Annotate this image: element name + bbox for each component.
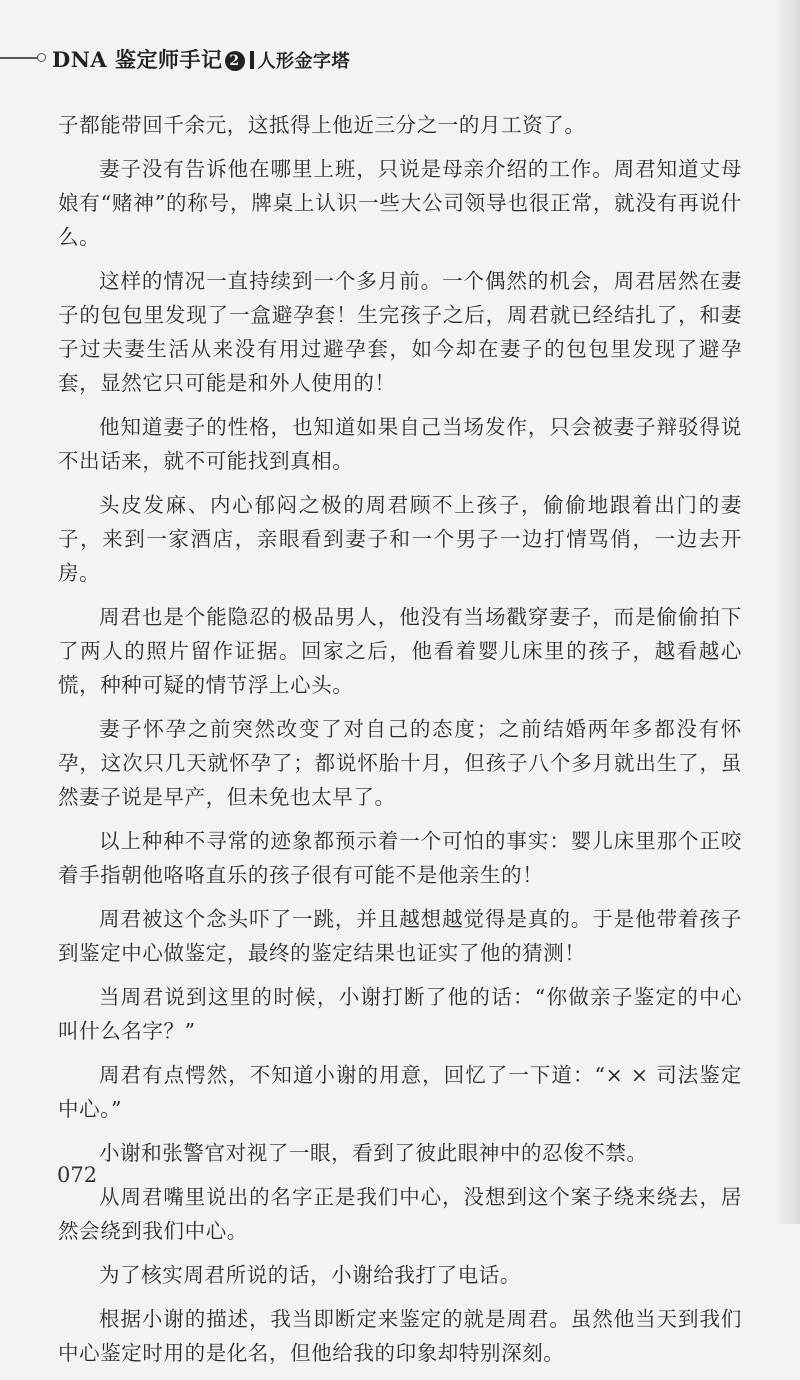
paragraph: 根据小谢的描述，我当即断定来鉴定的就是周君。虽然他当天到我们中心鉴定时用的是化名，但他给我的印象却特别深刻。: [58, 1307, 742, 1365]
running-header: [0, 44, 800, 74]
paragraph: 头皮发麻、内心郁闷之极的周君顾不上孩子，偷偷地跟着出门的妻子，来到一家酒店，亲眼看到妻子和一个男子一边打情骂俏，一边去开房。: [58, 493, 742, 585]
paragraph: 这样的情况一直持续到一个多月前。一个偶然的机会，周君居然在妻子的包包里发现了一盒避孕套！生完孩子之后，周君就已经结扎了，和妻子过夫妻生活从来没有用过避孕套，如今却在妻子的包包里发现了避孕套，显然它只可能是和外人使用的！: [58, 269, 742, 395]
book-title-text: DNA 鉴定师手记: [52, 47, 223, 72]
paragraph: 当周君说到这里的时候，小谢打断了他的话：“你做亲子鉴定的中心叫什么名字？”: [58, 985, 742, 1043]
page-number: 072: [57, 1163, 98, 1187]
header-rule: [0, 57, 38, 59]
book-title: [52, 44, 350, 74]
paragraph: 周君也是个能隐忍的极品男人，他没有当场戳穿妻子，而是偷偷拍下了两人的照片留作证据。回家之后，他看着婴儿床里的孩子，越看越心慌，种种可疑的情节浮上心头。: [58, 605, 742, 697]
paragraph: 妻子怀孕之前突然改变了对自己的态度；之前结婚两年多都没有怀孕，这次只几天就怀孕了；都说怀胎十月，但孩子八个多月就出生了，虽然妻子说是早产，但未免也太早了。: [58, 717, 742, 809]
header-separator: [250, 51, 254, 69]
paragraph: 周君被这个念头吓了一跳，并且越想越觉得是真的。于是他带着孩子到鉴定中心做鉴定，最终的鉴定结果也证实了他的猜测！: [58, 907, 742, 965]
header-circle-ornament: [37, 53, 46, 62]
paragraph: 他知道妻子的性格，也知道如果自己当场发作，只会被妻子辩驳得说不出话来，就不可能找到真相。: [58, 415, 742, 473]
paragraph: 小谢和张警官对视了一眼，看到了彼此眼神中的忍俊不禁。: [99, 1141, 648, 1165]
paragraph: 妻子没有告诉他在哪里上班，只说是母亲介绍的工作。周君知道丈母娘有“赌神”的称号，牌桌上认识一些大公司领导也很正常，就没有再说什么。: [58, 157, 742, 249]
paragraph: 以上种种不寻常的迹象都预示着一个可怕的事实：婴儿床里那个正咬着手指朝他咯咯直乐的孩子很有可能不是他亲生的！: [58, 829, 742, 887]
paragraph: 为了核实周君所说的话，小谢给我打了电话。: [99, 1263, 521, 1287]
body-text: [58, 108, 742, 1380]
volume-badge: 2: [225, 51, 245, 71]
paragraph: 周君有点愕然，不知道小谢的用意，回忆了一下道：“× × 司法鉴定中心。”: [58, 1063, 742, 1121]
book-subtitle: 人形金字塔: [257, 51, 351, 72]
page-edge-shadow: [774, 0, 800, 1224]
paragraph: 从周君嘴里说出的名字正是我们中心，没想到这个案子绕来绕去，居然会绕到我们中心。: [58, 1185, 742, 1243]
paragraph: 子都能带回千余元，这抵得上他近三分之一的月工资了。: [58, 113, 586, 137]
